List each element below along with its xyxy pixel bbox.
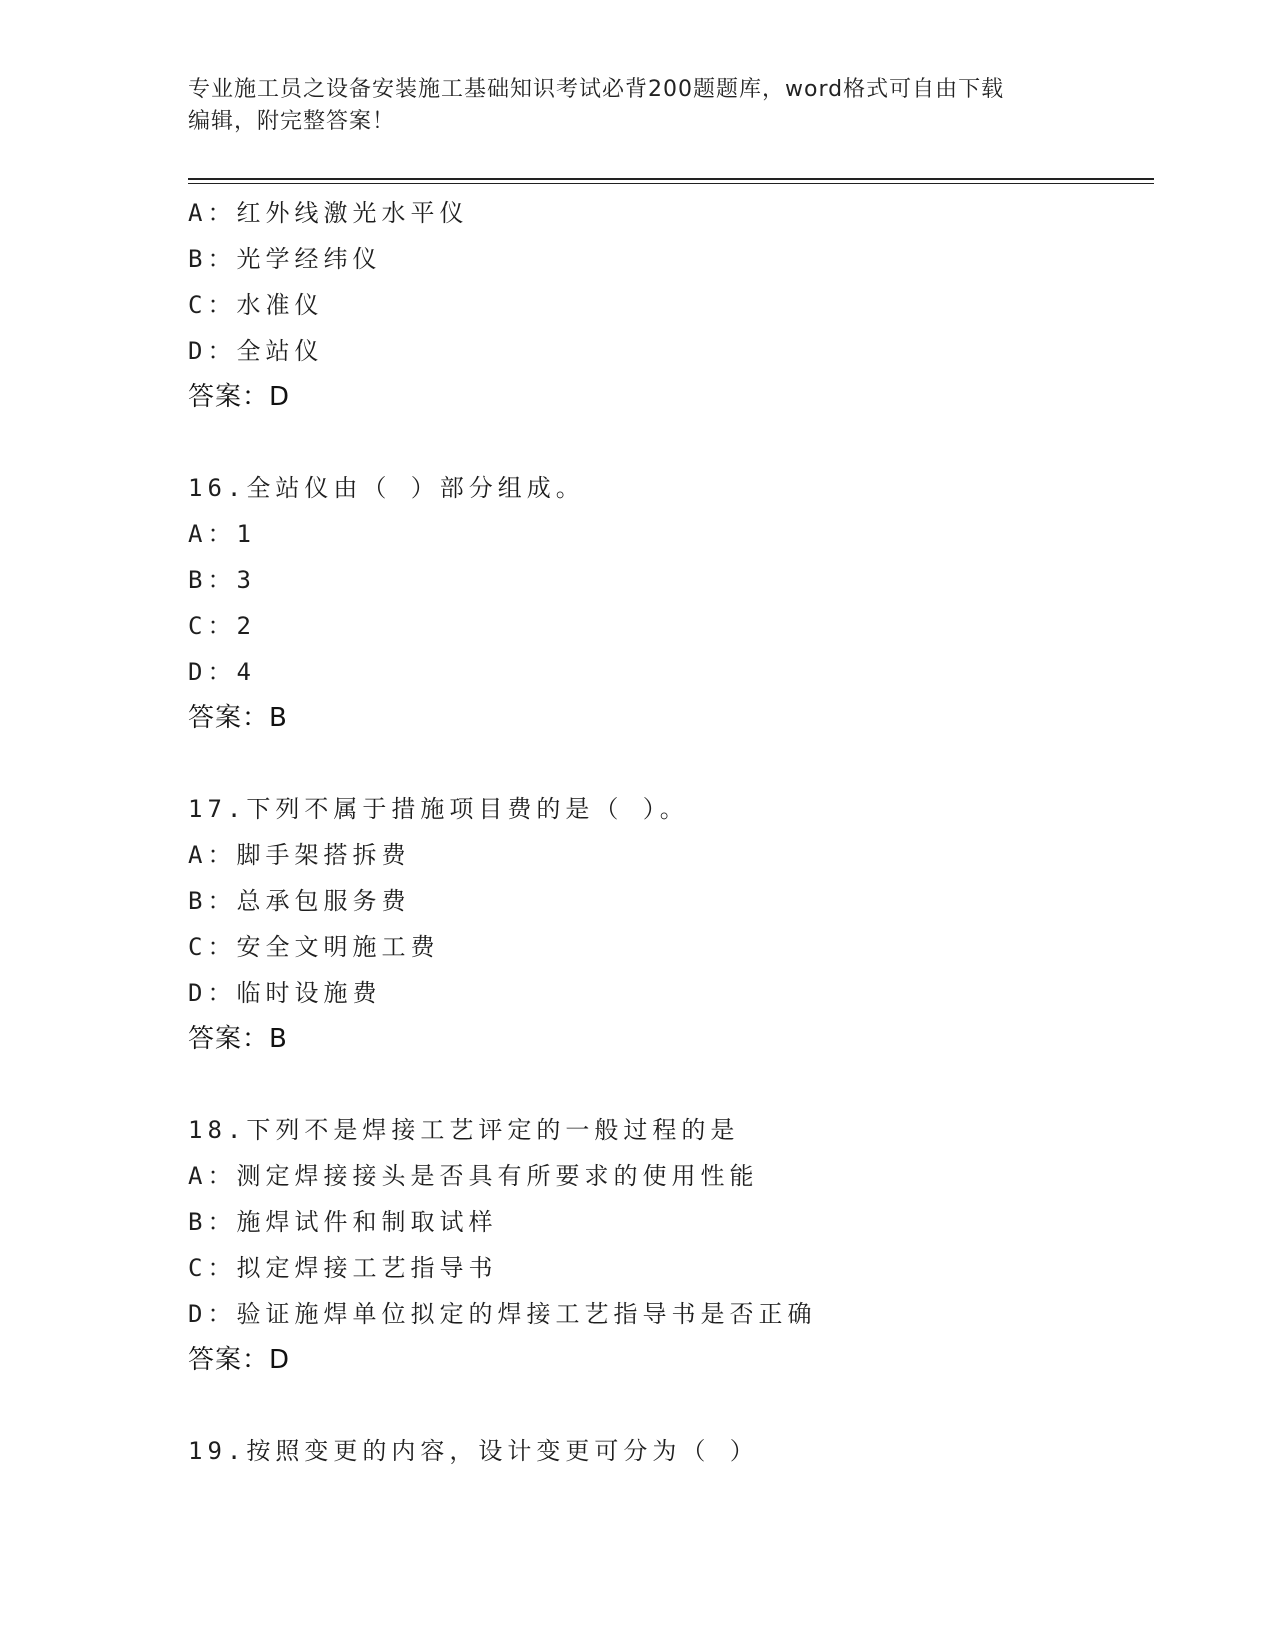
option-b: B：光学经纬仪 <box>188 245 382 273</box>
option-b: B：施焊试件和制取试样 <box>188 1208 498 1236</box>
question-block <box>188 1107 1148 1383</box>
option-c: C：拟定焊接工艺指导书 <box>188 1254 498 1282</box>
question-list <box>188 190 1148 1474</box>
header-divider-thick <box>188 178 1154 180</box>
question-text: 17.下列不属于措施项目费的是（ ）。 <box>188 795 689 823</box>
question-text: 16.全站仪由（ ）部分组成。 <box>188 474 585 502</box>
option-c: C：安全文明施工费 <box>188 933 440 961</box>
option-b: B：总承包服务费 <box>188 887 411 915</box>
header-line-1: 专业施工员之设备安装施工基础知识考试必背200题题库，word格式可自由下载 <box>188 77 1005 102</box>
question-block <box>188 190 1148 420</box>
option-d: D：4 <box>188 658 256 686</box>
header-line-2: 编辑，附完整答案！ <box>188 109 396 134</box>
question-block <box>188 465 1148 741</box>
answer-line: 答案：D <box>188 382 291 412</box>
option-c: C：水准仪 <box>188 291 324 319</box>
option-d: D：验证施焊单位拟定的焊接工艺指导书是否正确 <box>188 1300 817 1328</box>
option-d: D：全站仪 <box>188 337 324 365</box>
document-header <box>188 74 1068 138</box>
answer-line: 答案：D <box>188 1345 291 1375</box>
option-a: A：1 <box>188 520 256 548</box>
option-d: D：临时设施费 <box>188 979 382 1007</box>
question-text: 19.按照变更的内容，设计变更可分为（ ） <box>188 1437 759 1465</box>
question-text: 18.下列不是焊接工艺评定的一般过程的是 <box>188 1116 740 1144</box>
answer-line: 答案：B <box>188 703 288 733</box>
option-c: C：2 <box>188 612 256 640</box>
question-block <box>188 786 1148 1062</box>
option-a: A：脚手架搭拆费 <box>188 841 411 869</box>
option-b: B：3 <box>188 566 256 594</box>
header-divider-thin <box>188 183 1154 184</box>
answer-line: 答案：B <box>188 1024 288 1054</box>
question-block <box>188 1428 1148 1474</box>
option-a: A：红外线激光水平仪 <box>188 199 469 227</box>
option-a: A：测定焊接接头是否具有所要求的使用性能 <box>188 1162 759 1190</box>
